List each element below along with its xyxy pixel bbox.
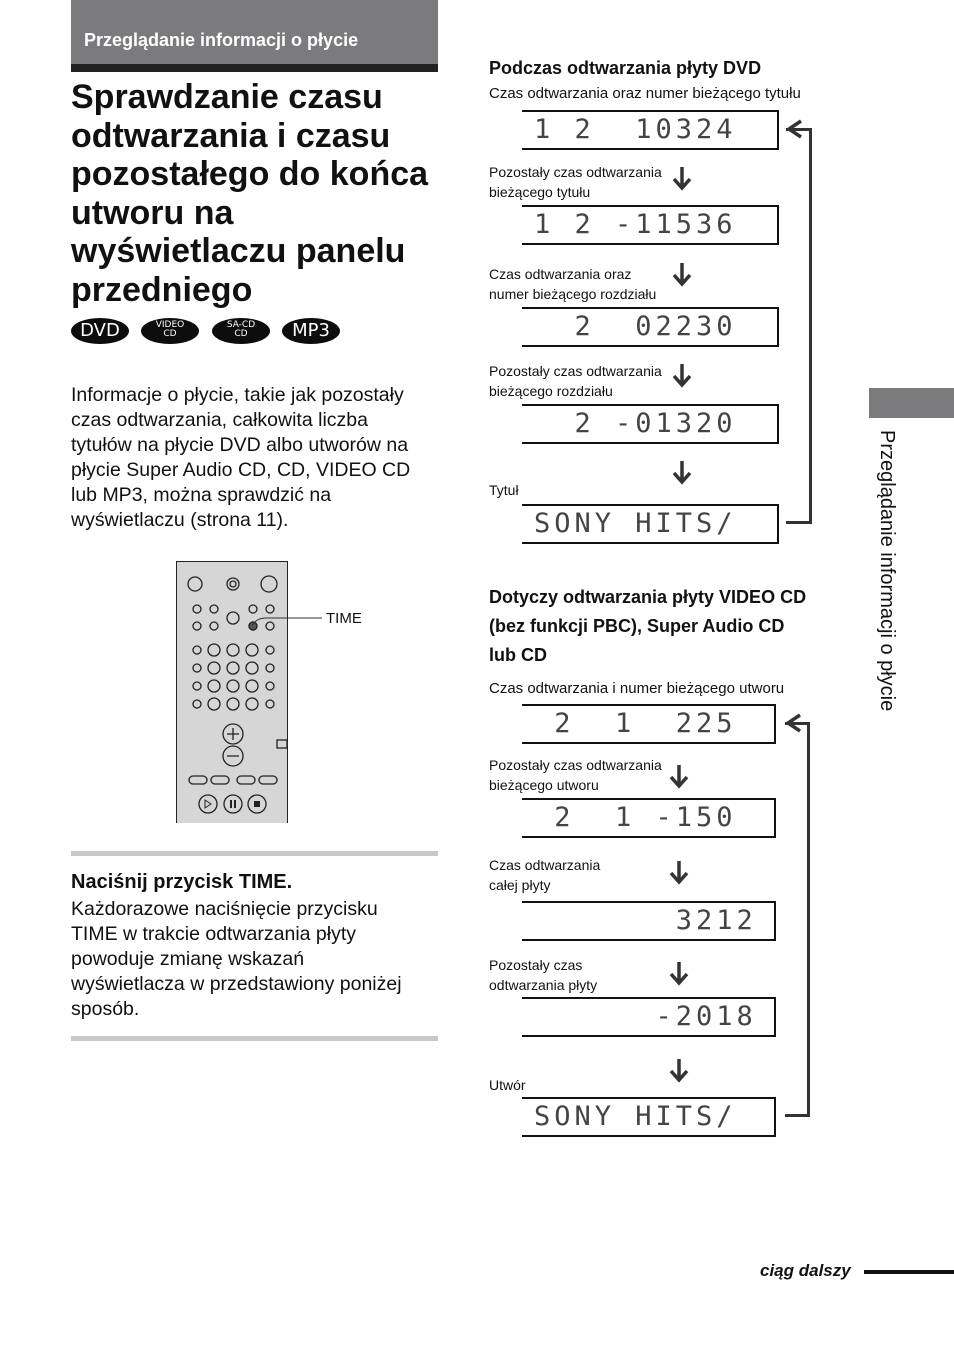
title-line: przedniego — [71, 270, 253, 309]
down-arrow-icon — [668, 763, 690, 789]
intro-line: lub MP3, można sprawdzić na — [71, 484, 332, 506]
down-arrow-icon — [671, 165, 693, 191]
sa-cd-badge: SA-CD CD — [212, 318, 270, 344]
intro-line: wyświetlaczu (strona 11). — [71, 509, 289, 531]
dvd-caption: Czas odtwarzania oraz numer bieżącego tytułu — [489, 85, 801, 102]
vcd-display-2: 2 1 -150 — [522, 798, 776, 838]
remote-control-drawing — [177, 562, 289, 824]
intro-line: tytułów na płycie DVD albo utworów na — [71, 434, 409, 456]
dvd-cycle-bracket — [786, 128, 812, 524]
section-header-rule — [71, 64, 438, 72]
down-arrow-icon — [668, 960, 690, 986]
step-line: sposób. — [71, 998, 140, 1020]
vcd-label-3: Pozostały czas odtwarzania płyty — [489, 957, 598, 993]
vcd-cycle-bracket — [785, 722, 810, 1117]
vcd-label-2: Czas odtwarzania całej płyty — [489, 857, 601, 893]
down-arrow-icon — [671, 362, 693, 388]
title-line: pozostałego do końca — [71, 155, 429, 193]
side-section-label: Przeglądanie informacji o płycie — [876, 430, 898, 712]
dvd-label-4: Tytuł — [489, 482, 519, 498]
dvd-display-1: 1 2 10324 — [522, 110, 779, 150]
vcd-caption: Czas odtwarzania i numer bieżącego utworu — [489, 680, 785, 697]
step-top-rule — [71, 851, 438, 856]
vcd-label-4: Utwór — [489, 1077, 526, 1093]
vcd-section-heading: Dotyczy odtwarzania płyty VIDEO CD (bez funkcji PBC), Super Audio CD lub CD — [489, 587, 807, 665]
dvd-display-3: 2 02230 — [522, 307, 779, 347]
remote-control-illustration — [176, 561, 288, 823]
dvd-badge: DVD — [71, 318, 129, 344]
vcd-display-1: 2 1 225 — [522, 704, 776, 744]
dvd-display-5: SONY HITS/ — [522, 504, 779, 544]
continued-rule — [864, 1270, 954, 1274]
down-arrow-icon — [671, 459, 693, 485]
mp3-badge: MP3 — [282, 318, 340, 344]
dvd-display-2: 1 2 -11536 — [522, 205, 779, 245]
vcd-display-3: 3212 — [522, 901, 776, 941]
vcd-display-4: -2018 — [522, 997, 776, 1037]
dvd-display-4: 2 -01320 — [522, 404, 779, 444]
title-line: utworu na — [71, 193, 234, 232]
down-arrow-icon — [668, 1057, 690, 1083]
time-callout-line — [250, 612, 325, 632]
time-callout-label: TIME — [326, 610, 362, 627]
title-line: odtwarzania i czasu — [71, 116, 391, 155]
cycle-arrowhead-icon — [785, 118, 803, 140]
step-bottom-rule — [71, 1036, 438, 1041]
cycle-arrowhead-icon — [784, 712, 802, 734]
down-arrow-icon — [668, 859, 690, 885]
step-line: powoduje zmianę wskazań — [71, 948, 305, 970]
vcd-label-1: Pozostały czas odtwarzania bieżącego utworu — [489, 757, 662, 793]
section-header-label: Przeglądanie informacji o płycie — [84, 30, 359, 50]
intro-line: Informacje o płycie, takie jak pozostały — [71, 384, 404, 406]
vcd-display-5: SONY HITS/ — [522, 1097, 776, 1137]
title-line: wyświetlaczu panelu — [71, 232, 406, 270]
continued-label: ciąg dalszy — [760, 1261, 851, 1280]
dvd-label-2: Czas odtwarzania oraz numer bieżącego rozdziału — [489, 266, 657, 302]
intro-paragraph — [71, 383, 441, 533]
video-cd-badge: VIDEO CD — [141, 318, 199, 344]
side-section-tab — [869, 388, 954, 418]
step-body — [71, 897, 441, 1022]
down-arrow-icon — [671, 261, 693, 287]
page-title — [71, 78, 451, 309]
step-line: wyświetlacza w przedstawiony poniżej — [71, 973, 402, 995]
intro-line: czas odtwarzania, całkowita liczba — [71, 409, 368, 431]
section-header-tab — [71, 0, 438, 64]
step-title: Naciśnij przycisk TIME. — [71, 871, 293, 893]
title-line: Sprawdzanie czasu — [71, 78, 383, 116]
dvd-label-3: Pozostały czas odtwarzania bieżącego rozdziału — [489, 363, 662, 399]
dvd-label-1: Pozostały czas odtwarzania bieżącego tytułu — [489, 164, 662, 200]
step-line: Każdorazowe naciśnięcie przycisku — [71, 898, 378, 920]
intro-line: płycie Super Audio CD, CD, VIDEO CD — [71, 459, 411, 481]
step-line: TIME w trakcie odtwarzania płyty — [71, 923, 357, 945]
dvd-section-heading: Podczas odtwarzania płyty DVD — [489, 58, 762, 78]
